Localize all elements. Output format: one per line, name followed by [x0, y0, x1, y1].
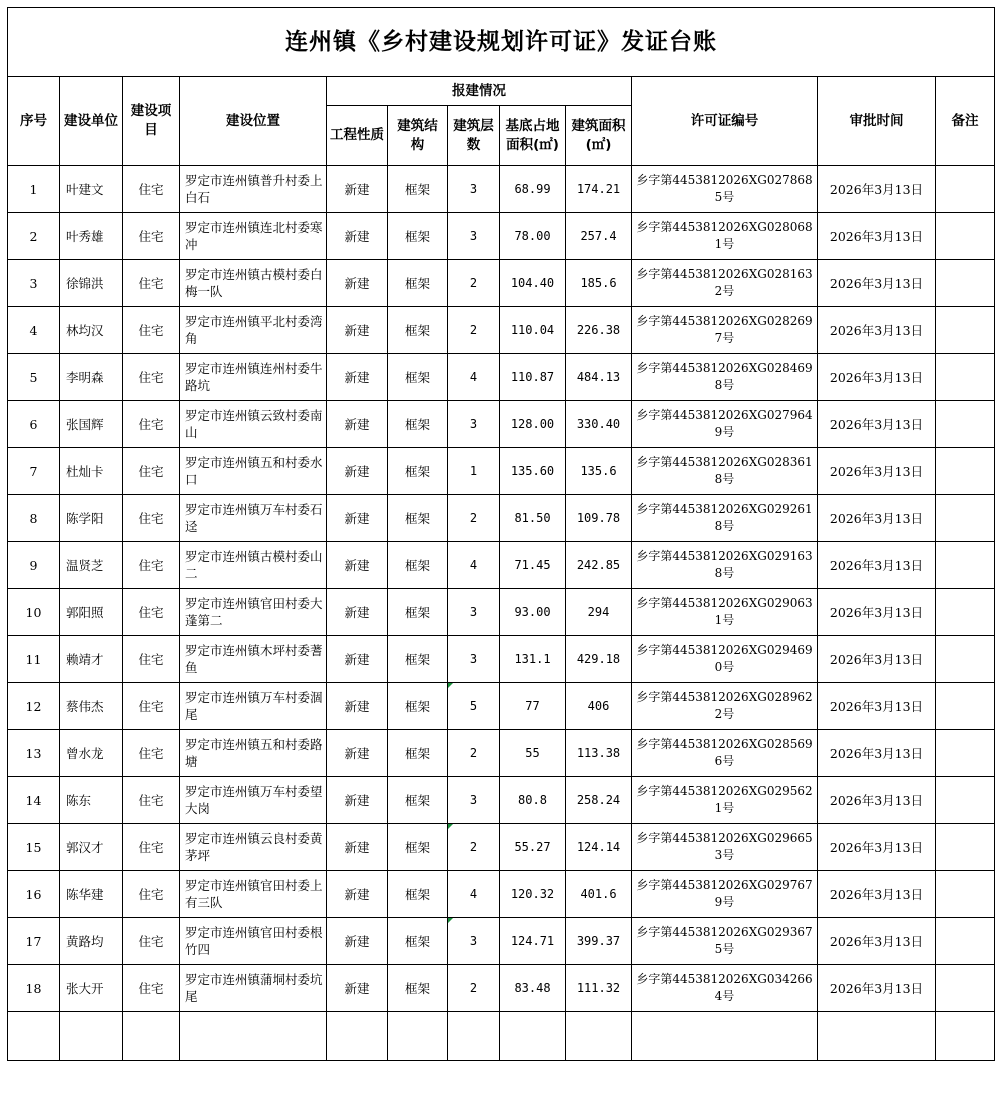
cell-nature: 新建	[327, 213, 388, 260]
cell-floors: 2	[448, 260, 500, 307]
cell-unit: 杜灿卡	[60, 448, 123, 495]
cell-permit-no: 乡字第4453812026XG0278685号	[632, 166, 818, 213]
cell-unit: 叶建文	[60, 166, 123, 213]
header-seq: 序号	[8, 77, 60, 166]
cell-approval-date: 2026年3月13日	[818, 730, 936, 777]
ledger-sheet	[7, 7, 994, 1061]
cell-build-area: 258.24	[566, 777, 632, 824]
cell-remark	[936, 965, 995, 1012]
cell-structure: 框架	[388, 965, 448, 1012]
cell-permit-no: 乡字第4453812026XG0280681号	[632, 213, 818, 260]
cell-unit: 温贤芝	[60, 542, 123, 589]
cell-build-area: 257.4	[566, 213, 632, 260]
cell-structure: 框架	[388, 730, 448, 777]
cell-location: 罗定市连州镇古模村委山二	[180, 542, 327, 589]
cell-base-area: 78.00	[500, 213, 566, 260]
cell-remark	[936, 636, 995, 683]
cell-location: 罗定市连州镇官田村委根竹四	[180, 918, 327, 965]
cell-structure: 框架	[388, 401, 448, 448]
cell-structure: 框架	[388, 589, 448, 636]
cell-permit-no: 乡字第4453812026XG0342664号	[632, 965, 818, 1012]
cell-base-area: 120.32	[500, 871, 566, 918]
cell-approval-date: 2026年3月13日	[818, 354, 936, 401]
cell-permit-no: 乡字第4453812026XG0279649号	[632, 401, 818, 448]
cell-remark	[936, 777, 995, 824]
cell-seq: 11	[8, 636, 60, 683]
cell-approval-date: 2026年3月13日	[818, 260, 936, 307]
header-remark: 备注	[936, 77, 995, 166]
cell-floors: 5	[448, 683, 500, 730]
table-row	[8, 448, 995, 495]
empty-cell	[388, 1012, 448, 1061]
cell-build-area: 484.13	[566, 354, 632, 401]
cell-unit: 陈东	[60, 777, 123, 824]
cell-location: 罗定市连州镇万车村委石迳	[180, 495, 327, 542]
cell-permit-no: 乡字第4453812026XG0284698号	[632, 354, 818, 401]
cell-location: 罗定市连州镇蒲垌村委坑尾	[180, 965, 327, 1012]
cell-project: 住宅	[123, 495, 180, 542]
cell-floors: 3	[448, 777, 500, 824]
cell-build-area: 330.40	[566, 401, 632, 448]
cell-structure: 框架	[388, 871, 448, 918]
cell-permit-no: 乡字第4453812026XG0285696号	[632, 730, 818, 777]
cell-unit: 郭汉才	[60, 824, 123, 871]
table-row	[8, 918, 995, 965]
cell-base-area: 80.8	[500, 777, 566, 824]
cell-structure: 框架	[388, 354, 448, 401]
cell-approval-date: 2026年3月13日	[818, 636, 936, 683]
cell-build-area: 242.85	[566, 542, 632, 589]
cell-base-area: 93.00	[500, 589, 566, 636]
cell-project: 住宅	[123, 871, 180, 918]
cell-structure: 框架	[388, 495, 448, 542]
cell-seq: 4	[8, 307, 60, 354]
permit-ledger-table	[7, 7, 995, 1061]
cell-base-area: 81.50	[500, 495, 566, 542]
cell-seq: 1	[8, 166, 60, 213]
page-title: 连州镇《乡村建设规划许可证》发证台账	[8, 8, 995, 77]
table-row	[8, 495, 995, 542]
cell-location: 罗定市连州镇万车村委涸尾	[180, 683, 327, 730]
table-row	[8, 683, 995, 730]
cell-seq: 8	[8, 495, 60, 542]
cell-nature: 新建	[327, 542, 388, 589]
cell-build-area: 113.38	[566, 730, 632, 777]
cell-structure: 框架	[388, 918, 448, 965]
cell-nature: 新建	[327, 683, 388, 730]
cell-floors: 3	[448, 918, 500, 965]
cell-structure: 框架	[388, 824, 448, 871]
cell-location: 罗定市连州镇官田村委大蓬第二	[180, 589, 327, 636]
header-approval-time: 审批时间	[818, 77, 936, 166]
cell-seq: 12	[8, 683, 60, 730]
cell-remark	[936, 542, 995, 589]
cell-permit-no: 乡字第4453812026XG0297679号	[632, 871, 818, 918]
table-row	[8, 965, 995, 1012]
table-row	[8, 166, 995, 213]
empty-cell	[632, 1012, 818, 1061]
header-base-area: 基底占地面积(㎡)	[500, 106, 566, 166]
cell-seq: 5	[8, 354, 60, 401]
cell-location: 罗定市连州镇万车村委望大岗	[180, 777, 327, 824]
cell-build-area: 135.6	[566, 448, 632, 495]
cell-structure: 框架	[388, 260, 448, 307]
cell-permit-no: 乡字第4453812026XG0282697号	[632, 307, 818, 354]
header-structure: 建筑结构	[388, 106, 448, 166]
cell-remark	[936, 307, 995, 354]
cell-remark	[936, 213, 995, 260]
cell-permit-no: 乡字第4453812026XG0293675号	[632, 918, 818, 965]
cell-floors: 2	[448, 730, 500, 777]
cell-project: 住宅	[123, 401, 180, 448]
empty-row	[8, 1012, 995, 1061]
cell-permit-no: 乡字第4453812026XG0281632号	[632, 260, 818, 307]
cell-seq: 9	[8, 542, 60, 589]
cell-approval-date: 2026年3月13日	[818, 965, 936, 1012]
cell-permit-no: 乡字第4453812026XG0291638号	[632, 542, 818, 589]
cell-unit: 徐锦洪	[60, 260, 123, 307]
cell-structure: 框架	[388, 636, 448, 683]
cell-nature: 新建	[327, 730, 388, 777]
cell-permit-no: 乡字第4453812026XG0294690号	[632, 636, 818, 683]
table-row	[8, 589, 995, 636]
cell-build-area: 174.21	[566, 166, 632, 213]
cell-permit-no: 乡字第4453812026XG0290631号	[632, 589, 818, 636]
header-floors: 建筑层数	[448, 106, 500, 166]
cell-floors: 4	[448, 542, 500, 589]
cell-build-area: 429.18	[566, 636, 632, 683]
cell-project: 住宅	[123, 777, 180, 824]
cell-build-area: 109.78	[566, 495, 632, 542]
cell-floors: 4	[448, 871, 500, 918]
header-build-area: 建筑面积(㎡)	[566, 106, 632, 166]
cell-nature: 新建	[327, 260, 388, 307]
header-project: 建设项目	[123, 77, 180, 166]
cell-build-area: 124.14	[566, 824, 632, 871]
table-row	[8, 542, 995, 589]
header-permit-no: 许可证编号	[632, 77, 818, 166]
cell-unit: 李明森	[60, 354, 123, 401]
empty-cell	[8, 1012, 60, 1061]
header-group-report: 报建情况	[327, 77, 632, 106]
cell-unit: 林均汉	[60, 307, 123, 354]
cell-seq: 14	[8, 777, 60, 824]
cell-nature: 新建	[327, 636, 388, 683]
cell-base-area: 124.71	[500, 918, 566, 965]
cell-project: 住宅	[123, 542, 180, 589]
cell-location: 罗定市连州镇五和村委水口	[180, 448, 327, 495]
empty-cell	[818, 1012, 936, 1061]
empty-cell	[327, 1012, 388, 1061]
cell-build-area: 226.38	[566, 307, 632, 354]
cell-unit: 叶秀雄	[60, 213, 123, 260]
cell-floors: 3	[448, 636, 500, 683]
cell-floors: 3	[448, 213, 500, 260]
cell-permit-no: 乡字第4453812026XG0283618号	[632, 448, 818, 495]
cell-unit: 曾水龙	[60, 730, 123, 777]
cell-project: 住宅	[123, 918, 180, 965]
cell-location: 罗定市连州镇连北村委寒冲	[180, 213, 327, 260]
table-row	[8, 401, 995, 448]
cell-remark	[936, 354, 995, 401]
cell-approval-date: 2026年3月13日	[818, 213, 936, 260]
cell-approval-date: 2026年3月13日	[818, 824, 936, 871]
cell-permit-no: 乡字第4453812026XG0295621号	[632, 777, 818, 824]
cell-structure: 框架	[388, 448, 448, 495]
cell-nature: 新建	[327, 589, 388, 636]
cell-project: 住宅	[123, 260, 180, 307]
cell-base-area: 104.40	[500, 260, 566, 307]
table-row	[8, 354, 995, 401]
cell-seq: 17	[8, 918, 60, 965]
cell-base-area: 110.87	[500, 354, 566, 401]
cell-base-area: 131.1	[500, 636, 566, 683]
cell-remark	[936, 495, 995, 542]
cell-floors: 2	[448, 495, 500, 542]
cell-seq: 3	[8, 260, 60, 307]
table-row	[8, 871, 995, 918]
cell-unit: 张国辉	[60, 401, 123, 448]
cell-project: 住宅	[123, 730, 180, 777]
empty-cell	[180, 1012, 327, 1061]
table-row	[8, 730, 995, 777]
cell-location: 罗定市连州镇平北村委湾角	[180, 307, 327, 354]
cell-approval-date: 2026年3月13日	[818, 166, 936, 213]
cell-nature: 新建	[327, 354, 388, 401]
table-row	[8, 213, 995, 260]
cell-remark	[936, 824, 995, 871]
table-row	[8, 777, 995, 824]
cell-unit: 黄路均	[60, 918, 123, 965]
cell-structure: 框架	[388, 307, 448, 354]
cell-remark	[936, 730, 995, 777]
table-row	[8, 260, 995, 307]
cell-remark	[936, 683, 995, 730]
cell-nature: 新建	[327, 777, 388, 824]
cell-base-area: 55	[500, 730, 566, 777]
cell-location: 罗定市连州镇云致村委南山	[180, 401, 327, 448]
cell-remark	[936, 448, 995, 495]
cell-permit-no: 乡字第4453812026XG0296653号	[632, 824, 818, 871]
cell-base-area: 128.00	[500, 401, 566, 448]
cell-seq: 10	[8, 589, 60, 636]
cell-unit: 蔡伟杰	[60, 683, 123, 730]
cell-remark	[936, 871, 995, 918]
empty-cell	[936, 1012, 995, 1061]
cell-nature: 新建	[327, 495, 388, 542]
cell-seq: 16	[8, 871, 60, 918]
cell-nature: 新建	[327, 918, 388, 965]
cell-project: 住宅	[123, 683, 180, 730]
cell-project: 住宅	[123, 354, 180, 401]
cell-seq: 18	[8, 965, 60, 1012]
cell-unit: 张大开	[60, 965, 123, 1012]
table-row	[8, 307, 995, 354]
header-nature: 工程性质	[327, 106, 388, 166]
cell-nature: 新建	[327, 307, 388, 354]
cell-structure: 框架	[388, 166, 448, 213]
cell-approval-date: 2026年3月13日	[818, 683, 936, 730]
cell-floors: 1	[448, 448, 500, 495]
cell-remark	[936, 918, 995, 965]
cell-nature: 新建	[327, 166, 388, 213]
cell-nature: 新建	[327, 401, 388, 448]
cell-build-area: 185.6	[566, 260, 632, 307]
cell-approval-date: 2026年3月13日	[818, 589, 936, 636]
cell-base-area: 110.04	[500, 307, 566, 354]
table-row	[8, 636, 995, 683]
cell-seq: 2	[8, 213, 60, 260]
cell-base-area: 55.27	[500, 824, 566, 871]
empty-cell	[566, 1012, 632, 1061]
cell-build-area: 294	[566, 589, 632, 636]
cell-location: 罗定市连州镇普升村委上白石	[180, 166, 327, 213]
cell-approval-date: 2026年3月13日	[818, 495, 936, 542]
cell-build-area: 401.6	[566, 871, 632, 918]
cell-floors: 2	[448, 307, 500, 354]
empty-cell	[500, 1012, 566, 1061]
cell-seq: 7	[8, 448, 60, 495]
cell-approval-date: 2026年3月13日	[818, 542, 936, 589]
cell-seq: 6	[8, 401, 60, 448]
cell-project: 住宅	[123, 213, 180, 260]
header-unit: 建设单位	[60, 77, 123, 166]
cell-floors: 3	[448, 589, 500, 636]
cell-approval-date: 2026年3月13日	[818, 777, 936, 824]
cell-build-area: 406	[566, 683, 632, 730]
cell-location: 罗定市连州镇五和村委路塘	[180, 730, 327, 777]
cell-project: 住宅	[123, 636, 180, 683]
cell-project: 住宅	[123, 307, 180, 354]
cell-base-area: 71.45	[500, 542, 566, 589]
cell-floors: 2	[448, 965, 500, 1012]
cell-remark	[936, 166, 995, 213]
cell-structure: 框架	[388, 777, 448, 824]
cell-structure: 框架	[388, 213, 448, 260]
cell-build-area: 111.32	[566, 965, 632, 1012]
cell-remark	[936, 589, 995, 636]
cell-project: 住宅	[123, 589, 180, 636]
cell-approval-date: 2026年3月13日	[818, 401, 936, 448]
cell-approval-date: 2026年3月13日	[818, 448, 936, 495]
empty-cell	[60, 1012, 123, 1061]
cell-approval-date: 2026年3月13日	[818, 918, 936, 965]
cell-permit-no: 乡字第4453812026XG0289622号	[632, 683, 818, 730]
cell-location: 罗定市连州镇云良村委黄茅坪	[180, 824, 327, 871]
ledger-body	[8, 166, 995, 1061]
cell-nature: 新建	[327, 871, 388, 918]
empty-cell	[123, 1012, 180, 1061]
cell-build-area: 399.37	[566, 918, 632, 965]
cell-floors: 4	[448, 354, 500, 401]
cell-location: 罗定市连州镇木坪村委蓍鱼	[180, 636, 327, 683]
cell-unit: 赖靖才	[60, 636, 123, 683]
cell-project: 住宅	[123, 965, 180, 1012]
cell-nature: 新建	[327, 448, 388, 495]
empty-cell	[448, 1012, 500, 1061]
cell-project: 住宅	[123, 448, 180, 495]
cell-base-area: 77	[500, 683, 566, 730]
cell-unit: 陈华建	[60, 871, 123, 918]
cell-structure: 框架	[388, 542, 448, 589]
cell-approval-date: 2026年3月13日	[818, 307, 936, 354]
cell-approval-date: 2026年3月13日	[818, 871, 936, 918]
cell-base-area: 135.60	[500, 448, 566, 495]
cell-nature: 新建	[327, 824, 388, 871]
cell-floors: 2	[448, 824, 500, 871]
cell-seq: 13	[8, 730, 60, 777]
cell-base-area: 68.99	[500, 166, 566, 213]
cell-remark	[936, 260, 995, 307]
cell-seq: 15	[8, 824, 60, 871]
cell-project: 住宅	[123, 166, 180, 213]
cell-floors: 3	[448, 401, 500, 448]
cell-floors: 3	[448, 166, 500, 213]
cell-location: 罗定市连州镇连州村委牛路坑	[180, 354, 327, 401]
header-location: 建设位置	[180, 77, 327, 166]
cell-remark	[936, 401, 995, 448]
cell-location: 罗定市连州镇官田村委上有三队	[180, 871, 327, 918]
cell-location: 罗定市连州镇古模村委白梅一队	[180, 260, 327, 307]
cell-base-area: 83.48	[500, 965, 566, 1012]
cell-project: 住宅	[123, 824, 180, 871]
table-row	[8, 824, 995, 871]
cell-structure: 框架	[388, 683, 448, 730]
cell-unit: 陈学阳	[60, 495, 123, 542]
cell-unit: 郭阳照	[60, 589, 123, 636]
cell-permit-no: 乡字第4453812026XG0292618号	[632, 495, 818, 542]
cell-nature: 新建	[327, 965, 388, 1012]
